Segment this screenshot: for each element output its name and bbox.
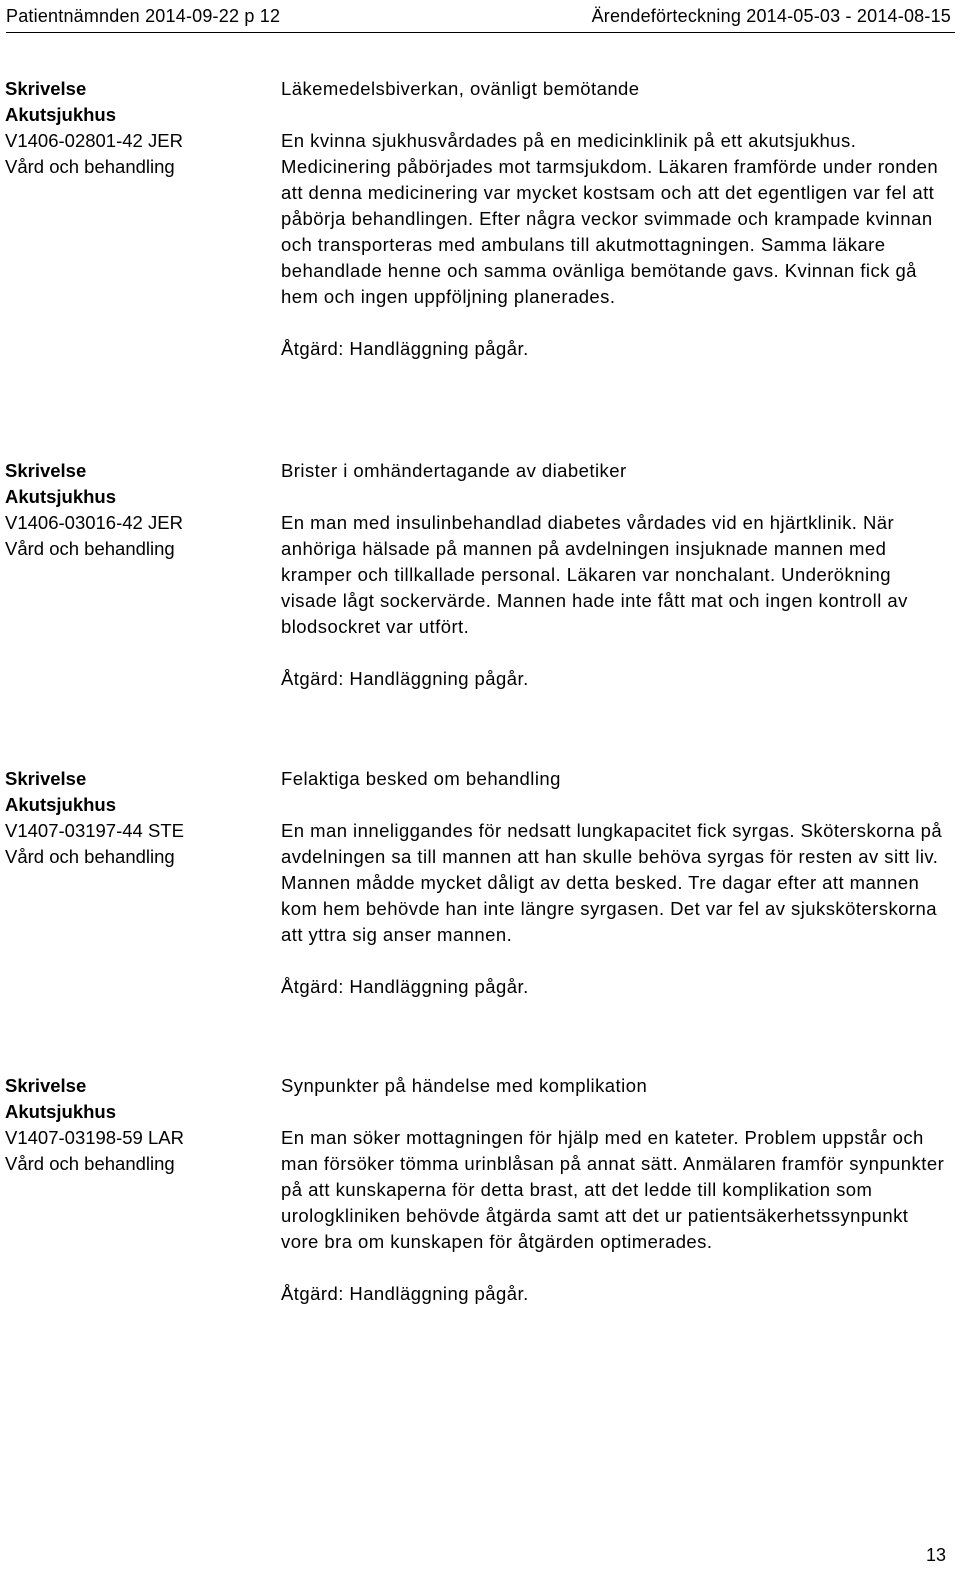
case-category: Vård och behandling <box>5 538 175 559</box>
case-description: En man med insulinbehandlad diabetes vårdades vid en hjärtklinik. När anhöriga hälsade på mannen på avdelningen insjuknade mannen med kramper och tillkallade personal. Läkaren var nonchalant. Underökning visade lågt sockervärde. Mannen hade inte fått mat och ingen kontroll av blodsockret var utfört. <box>281 512 908 637</box>
case-type: Skrivelse <box>5 1075 87 1096</box>
case-meta <box>5 76 270 180</box>
case-category: Vård och behandling <box>5 156 175 177</box>
case-body <box>281 1073 951 1307</box>
case-category: Vård och behandling <box>5 1153 175 1174</box>
case-body <box>281 76 951 362</box>
header-right-text: Ärendeförteckning 2014-05-03 - 2014-08-15 <box>591 6 951 26</box>
case-id: V1407-03198-59 LAR <box>5 1127 184 1148</box>
case-action: Åtgärd: Handläggning pågår. <box>281 668 529 689</box>
case-meta <box>5 458 270 562</box>
case-type: Skrivelse <box>5 460 87 481</box>
case-id: V1407-03197-44 STE <box>5 820 184 841</box>
case-description: En man söker mottagningen för hjälp med en kateter. Problem uppstår och man försöker tömma urinblåsan på annat sätt. Anmälaren framför synpunkter på att kunskaperna för detta brast, att det ledde till komplikation som urologkliniken behövde åtgärda samt att det ur patientsäkerhetssynpunkt vore bra om kunskapen för åtgärden optimerades. <box>281 1127 945 1252</box>
case-body <box>281 766 951 1000</box>
case-unit: Akutsjukhus <box>5 104 117 125</box>
case-description: En kvinna sjukhusvårdades på en medicinklinik på ett akutsjukhus. Medicinering påbörjades mot tarmsjukdom. Läkaren framförde under ronden att denna medicinering var mycket kostsam och att det egentligen var fel att påbörja behandlingen. Efter några veckor svimmade och krampade kvinnan och transporteras med ambulans till akutmottagningen. Samma läkare behandlade henne och samma ovänliga bemötande gavs. Kvinnan fick gå hem och ingen uppföljning planerades. <box>281 130 939 307</box>
case-action: Åtgärd: Handläggning pågår. <box>281 976 529 997</box>
case-meta <box>5 1073 270 1177</box>
case-category: Vård och behandling <box>5 846 175 867</box>
case-action: Åtgärd: Handläggning pågår. <box>281 338 529 359</box>
page-number: 13 <box>925 1545 946 1565</box>
case-body <box>281 458 951 692</box>
case-title: Brister i omhändertagande av diabetiker <box>281 460 627 481</box>
case-unit: Akutsjukhus <box>5 486 117 507</box>
case-type: Skrivelse <box>5 768 87 789</box>
case-id: V1406-02801-42 JER <box>5 130 183 151</box>
case-title: Felaktiga besked om behandling <box>281 768 561 789</box>
case-action: Åtgärd: Handläggning pågår. <box>281 1283 529 1304</box>
case-description: En man inneliggandes för nedsatt lungkapacitet fick syrgas. Sköterskorna på avdelningen sa till mannen att han skulle behöva syrgas för resten av sitt liv. Mannen mådde mycket dåligt av detta besked. Tre dagar efter att mannen kom hem behövde han inte längre syrgasen. Det var fel av sjuksköterskorna att yttra sig anser mannen. <box>281 820 943 945</box>
page-header <box>6 2 955 33</box>
case-title: Läkemedelsbiverkan, ovänligt bemötande <box>281 78 640 99</box>
case-meta <box>5 766 270 870</box>
case-unit: Akutsjukhus <box>5 1101 117 1122</box>
case-id: V1406-03016-42 JER <box>5 512 183 533</box>
case-type: Skrivelse <box>5 78 87 99</box>
case-unit: Akutsjukhus <box>5 794 117 815</box>
header-left-text: Patientnämnden 2014-09-22 p 12 <box>6 6 281 26</box>
case-title: Synpunkter på händelse med komplikation <box>281 1075 648 1096</box>
